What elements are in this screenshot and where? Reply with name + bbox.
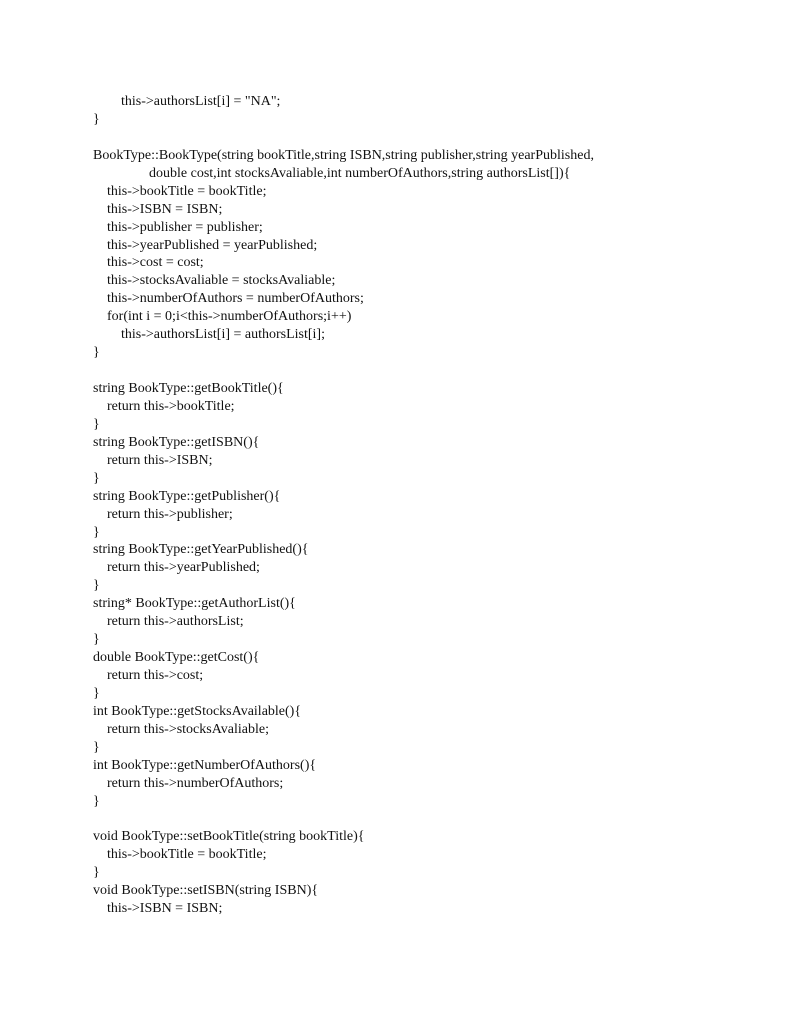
code-line: } xyxy=(93,416,100,432)
code-line xyxy=(93,811,594,829)
code-line: BookType::BookType(string bookTitle,string ISBN,string publisher,string yearPublished, xyxy=(93,147,594,163)
code-line: this->cost = cost; xyxy=(93,255,204,271)
code-line: } xyxy=(93,111,100,127)
code-line: return this->authorsList; xyxy=(93,614,244,630)
code-line: return this->ISBN; xyxy=(93,452,213,468)
code-line: } xyxy=(93,685,100,701)
code-line: string* BookType::getAuthorList(){ xyxy=(93,596,296,612)
code-line: this->publisher = publisher; xyxy=(93,219,263,235)
code-line: string BookType::getPublisher(){ xyxy=(93,488,281,504)
code-listing xyxy=(93,93,594,918)
code-line: } xyxy=(93,793,100,809)
code-line: for(int i = 0;i<this->numberOfAuthors;i++) xyxy=(93,309,352,325)
code-line: return this->bookTitle; xyxy=(93,398,235,414)
code-line: } xyxy=(93,632,100,648)
code-line: return this->numberOfAuthors; xyxy=(93,775,284,791)
code-line: return this->cost; xyxy=(93,668,204,683)
code-line: string BookType::getBookTitle(){ xyxy=(93,381,284,396)
code-line: return this->yearPublished; xyxy=(93,560,260,576)
code-line: this->authorsList[i] = authorsList[i]; xyxy=(93,327,325,343)
code-line: } xyxy=(93,739,100,755)
code-line: this->numberOfAuthors = numberOfAuthors; xyxy=(93,291,364,307)
code-line: this->yearPublished = yearPublished; xyxy=(93,237,318,253)
code-line: double BookType::getCost(){ xyxy=(93,650,260,666)
code-line: this->bookTitle = bookTitle; xyxy=(93,847,267,863)
code-line xyxy=(93,362,594,380)
code-line: } xyxy=(93,578,100,594)
code-line: } xyxy=(93,524,100,540)
code-line: return this->publisher; xyxy=(93,506,233,522)
code-line: this->authorsList[i] = "NA"; xyxy=(93,94,281,109)
code-line xyxy=(93,129,594,147)
code-line: this->ISBN = ISBN; xyxy=(93,201,223,217)
code-line: } xyxy=(93,345,100,361)
code-line: this->bookTitle = bookTitle; xyxy=(93,183,267,199)
code-line: void BookType::setBookTitle(string bookTitle){ xyxy=(93,829,365,845)
code-line: int BookType::getStocksAvailable(){ xyxy=(93,703,302,719)
code-line: return this->stocksAvaliable; xyxy=(93,721,269,737)
code-line: } xyxy=(93,865,100,881)
code-line: void BookType::setISBN(string ISBN){ xyxy=(93,883,319,899)
code-line: this->stocksAvaliable = stocksAvaliable; xyxy=(93,273,336,289)
code-line: string BookType::getYearPublished(){ xyxy=(93,542,309,558)
code-line: } xyxy=(93,470,100,486)
code-line: int BookType::getNumberOfAuthors(){ xyxy=(93,757,317,773)
code-line: double cost,int stocksAvaliable,int numberOfAuthors,string authorsList[]){ xyxy=(93,165,571,181)
code-line: this->ISBN = ISBN; xyxy=(93,901,223,917)
code-line: string BookType::getISBN(){ xyxy=(93,434,260,450)
